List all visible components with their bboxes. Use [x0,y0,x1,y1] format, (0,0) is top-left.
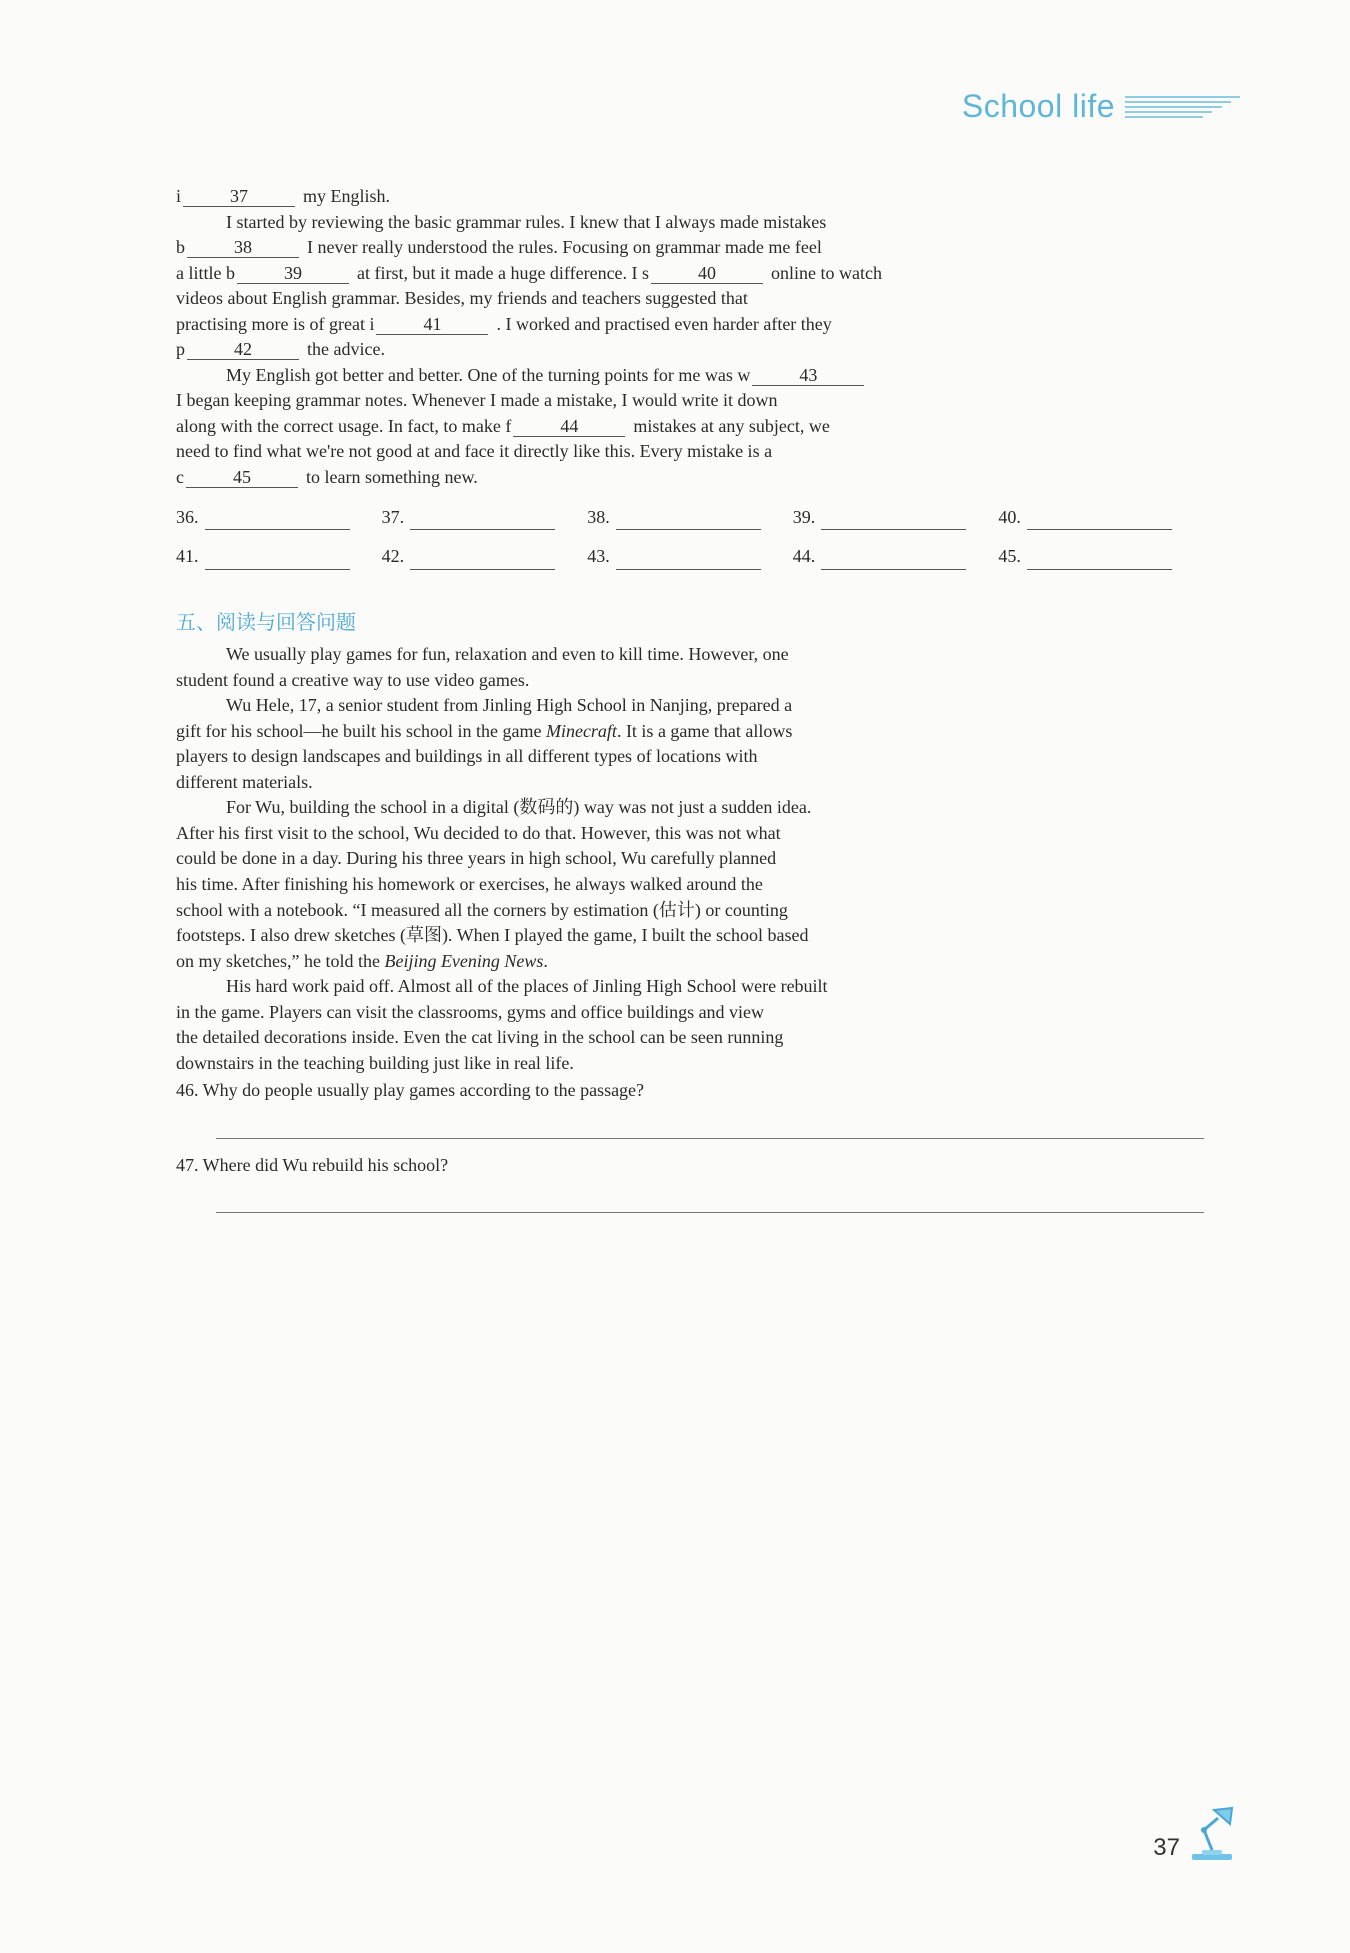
cloze-line [176,363,1204,389]
answer-number: 42. [381,546,405,567]
answer-item [998,544,1204,570]
cloze-line [176,414,1204,440]
answer-item [176,505,382,531]
cloze-blank[interactable]: 43 [752,366,864,386]
answer-number: 40. [998,506,1021,527]
answer-row [176,505,1204,531]
reading-line: For Wu, building the school in a digital (数码的) way was not just a sudden idea. [226,797,812,818]
page-number: 37 [1153,1834,1180,1861]
answer-item [793,505,999,531]
answer-number: 44. [792,546,816,567]
cloze-text: my English. [303,186,391,206]
answer-number: 43. [587,546,610,567]
reading-line: in the game. Players can visit the classrooms, gyms and office buildings and view [176,1001,765,1022]
cloze-line [176,465,1204,491]
answer-line[interactable] [216,1126,1204,1139]
cloze-text: along with the correct usage. In fact, to make f [176,415,512,436]
reading-line: players to design landscapes and buildings in all different types of locations with [176,746,758,767]
reading-line: school with a notebook. “I measured all the corners by estimation (估计) or counting [176,899,788,920]
answer-item [382,544,588,570]
desk-lamp-icon [1188,1804,1240,1862]
answer-blank[interactable] [616,507,761,530]
reading-line [176,949,1204,975]
answer-item [382,505,588,531]
answer-number: 37. [381,506,405,527]
reading-text: on my sketches,” he told the [176,950,385,971]
cloze-blank[interactable]: 41 [376,315,488,335]
cloze-line [176,210,1204,236]
cloze-blank[interactable]: 38 [187,238,299,258]
cloze-text: mistakes at any subject, we [633,415,830,436]
cloze-line [176,261,1204,287]
page-content [176,184,1204,1227]
cloze-line [176,235,1204,261]
answer-row [176,544,1204,570]
answer-blank[interactable] [205,507,350,530]
cloze-text: I started by reviewing the basic grammar rules. I knew that I always made mistakes [226,211,827,232]
reading-line: After his first visit to the school, Wu decided to do that. However, this was not what [176,822,781,843]
cloze-text: practising more is of great i [176,313,375,334]
reading-section-title: 五、阅读与回答问题 [176,609,356,634]
reading-line: Wu Hele, 17, a senior student from Jinling High School in Nanjing, prepared a [226,695,793,716]
answer-blank[interactable] [1027,547,1172,570]
answer-blank[interactable] [1027,507,1172,530]
reading-line: His hard work paid off. Almost all of the places of Jinling High School were rebuilt [226,976,828,997]
answer-blank[interactable] [205,547,350,570]
answer-number: 36. [176,506,199,527]
cloze-blank[interactable]: 42 [187,340,299,360]
reading-line: different materials. [176,771,313,792]
answer-item [587,544,793,570]
reading-line: could be done in a day. During his three years in high school, Wu carefully planned [176,848,777,869]
cloze-text: videos about English grammar. Besides, my friends and teachers suggested that [176,288,748,309]
cloze-blank[interactable]: 45 [186,468,298,488]
cloze-blank[interactable]: 44 [513,417,625,437]
cloze-line [176,312,1204,338]
page-header [962,88,1240,125]
section-header-title: School life [961,88,1115,124]
reading-line [176,719,1204,745]
answer-item [176,544,382,570]
cloze-line [176,286,1204,312]
reading-line: student found a creative way to use video games. [176,669,530,690]
answer-number: 45. [998,546,1021,567]
question-text: 47. Where did Wu rebuild his school? [176,1154,449,1175]
reading-text: gift for his school—he built his school in the game [176,720,546,741]
cloze-text: I never really understood the rules. Focusing on grammar made me feel [307,237,822,258]
cloze-text: a little b [176,262,235,283]
cloze-text: . I worked and practised even harder after they [496,313,832,334]
reading-line: downstairs in the teaching building just like in real life. [176,1052,574,1073]
reading-italic-text: Minecraft [545,720,617,741]
reading-questions [176,1078,1204,1213]
answer-item [587,505,793,531]
cloze-text: I began keeping grammar notes. Whenever I made a mistake, I would write it down [176,390,778,411]
cloze-line [176,184,1204,210]
cloze-line [176,439,1204,465]
cloze-text: to learn something new. [306,467,478,488]
reading-line: footsteps. I also drew sketches (草图). When I played the game, I built the school based [176,925,809,946]
reading-text: . [543,950,548,971]
cloze-line [176,388,1204,414]
question-text: 46. Why do people usually play games according to the passage? [176,1080,645,1101]
answer-item [998,505,1204,531]
cloze-blank[interactable]: 40 [651,264,763,284]
cloze-text: My English got better and better. One of the turning points for me was w [226,364,751,385]
header-stripes-decoration [1125,96,1240,118]
cloze-blank[interactable]: 37 [183,187,295,207]
cloze-text: need to find what we're not good at and face it directly like this. Every mistake is a [176,441,773,462]
answer-blank[interactable] [410,507,555,530]
cloze-passage [176,184,1204,491]
cloze-text: c [176,467,184,488]
answer-blank[interactable] [821,547,966,570]
cloze-blank[interactable]: 39 [237,264,349,284]
page-footer [1153,1804,1240,1862]
reading-passage [176,642,1204,1076]
reading-italic-text: Beijing Evening News [384,950,544,971]
answer-item [793,544,999,570]
cloze-text: the advice. [307,339,385,360]
cloze-text: online to watch [771,262,883,283]
answer-line[interactable] [216,1200,1204,1213]
answer-blank[interactable] [821,507,966,530]
cloze-line [176,337,1204,363]
cloze-text: at first, but it made a huge difference. I s [356,262,650,283]
answer-grid [176,505,1204,570]
cloze-text: p [176,339,185,360]
answer-number: 38. [587,506,610,527]
answer-number: 39. [792,506,816,527]
reading-line: his time. After finishing his homework or exercises, he always walked around the [176,873,763,894]
cloze-text: b [176,237,185,258]
answer-blank[interactable] [616,547,761,570]
cloze-text: i [176,186,182,206]
reading-line: the detailed decorations inside. Even the cat living in the school can be seen running [176,1027,784,1048]
reading-line: We usually play games for fun, relaxation and even to kill time. However, one [226,644,789,665]
answer-blank[interactable] [410,547,555,570]
answer-number: 41. [176,546,199,567]
reading-text: . It is a game that allows [616,720,793,741]
